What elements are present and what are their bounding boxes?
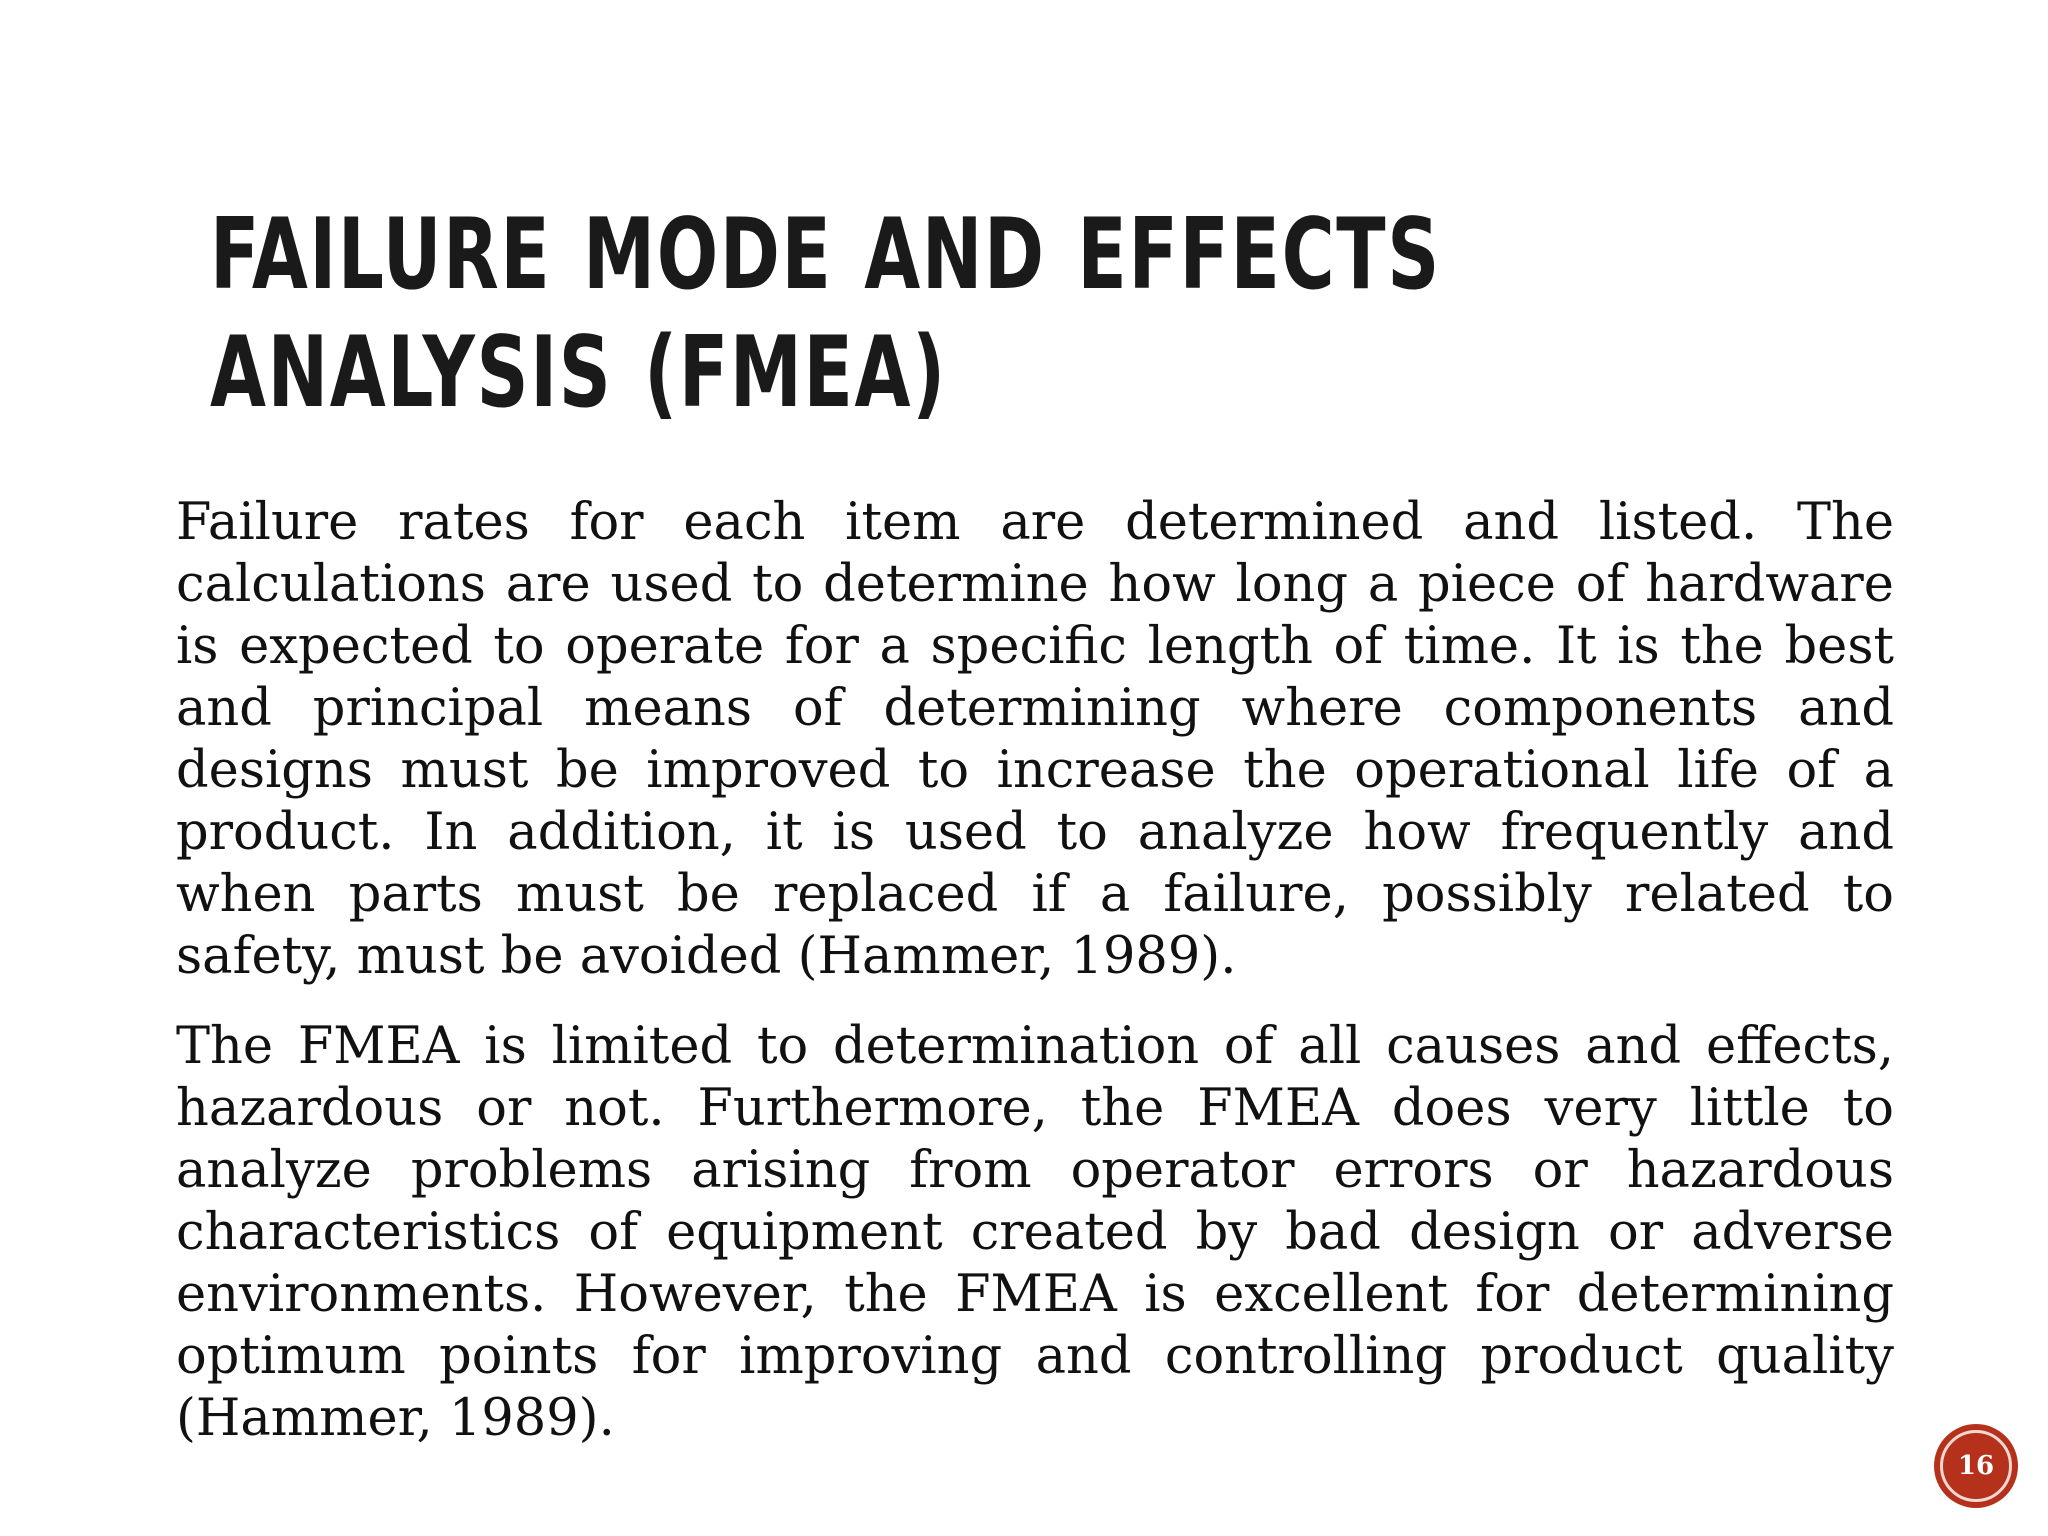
page-number-badge xyxy=(1934,1424,2018,1508)
slide-body xyxy=(176,492,1894,1478)
page-number: 16 xyxy=(1957,1451,1995,1481)
body-paragraph-1: Failure rates for each item are determined and listed. The calculations are used to determine how long a piece of hardware is expected to operate for a specific length of time. It is the best and principal means of determining where components and designs must be improved to increase the operational life of a product. In addition, it is used to analyze how frequently and when parts must be replaced if a failure, possibly related to safety, must be avoided (Hammer, 1989). xyxy=(176,493,1894,986)
slide-title: FAILURE MODE AND EFFECTS ANALYSIS (FMEA) xyxy=(210,198,1441,430)
body-paragraph-2: The FMEA is limited to determination of all causes and effects, hazardous or not. Furthermore, the FMEA does very little to analyze problems arising from operator errors or hazardous characteristics of equipment created by bad design or adverse environments. However, the FMEA is excellent for determining optimum points for improving and controlling product quality (Hammer, 1989). xyxy=(176,1017,1894,1448)
